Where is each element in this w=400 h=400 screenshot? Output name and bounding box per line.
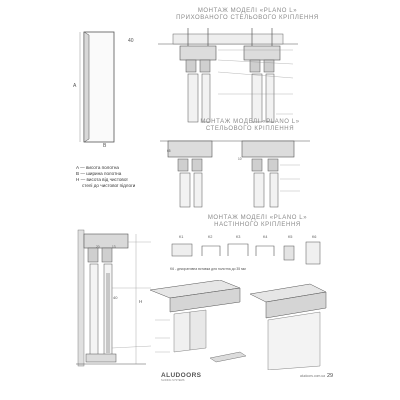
dim-13: 13	[112, 245, 116, 249]
profile-k3: K3	[236, 235, 241, 239]
door-dim-a: A	[73, 83, 77, 89]
profile-k1: K1	[179, 235, 184, 239]
section3-title-line1: МОНТАЖ МОДЕЛІ «PLANO L»	[207, 215, 308, 221]
door-illustration	[76, 30, 120, 145]
ceiling-mount-svg	[160, 135, 340, 210]
section3-title	[185, 215, 330, 229]
legend-h: H — висота від чистової	[76, 177, 128, 182]
legend-h2: стелі до чистової підлоги	[82, 183, 136, 188]
isometric-assembly-svg	[150, 280, 330, 370]
section1-title-line1: МОНТАЖ МОДЕЛІ «PLANO L»	[197, 8, 298, 14]
brand-sub: SLIDING SYSTEMS	[161, 379, 185, 382]
section1-title-line2: ПРИХОВАНОГО СТЕЛЬОВОГО КРІПЛЕННЯ	[176, 15, 319, 21]
section2-title-line2: СТЕЛЬОВОГО КРІПЛЕННЯ	[205, 126, 295, 132]
dim-65: 65	[167, 149, 171, 153]
isometric-assembly	[150, 280, 330, 370]
profile-k5: K5	[288, 235, 293, 239]
section1-drawing	[158, 24, 338, 124]
dim-h: H	[139, 299, 143, 304]
page-number: 29	[326, 373, 334, 379]
section2-title	[180, 119, 320, 133]
door-panel-svg	[76, 30, 120, 145]
profile-k2: K2	[208, 235, 213, 239]
section1-title	[175, 8, 320, 22]
profile-k6: K6	[312, 235, 317, 239]
profile-k4: K4	[263, 235, 268, 239]
section3-title-line2: НАСТІННОГО КРІПЛЕННЯ	[214, 222, 301, 228]
section2-title-line1: МОНТАЖ МОДЕЛІ «PLANO L»	[200, 119, 300, 125]
hidden-ceiling-mount-svg	[158, 24, 338, 124]
section2-drawing	[160, 135, 340, 210]
profiles-note: K6 - декоративна вставка для полотна до 35 мм	[170, 267, 246, 271]
dim-20: 20	[96, 245, 100, 249]
site-url: aludoors.com.ua	[300, 374, 326, 378]
legend-a: A — висота полотна	[76, 165, 119, 170]
dimension-legend	[76, 165, 135, 189]
dim-10: 10	[238, 157, 242, 161]
door-dim-40: 40	[128, 38, 134, 44]
door-dim-b: B	[103, 143, 107, 149]
legend-b: B — ширина полотна	[76, 171, 122, 176]
brand-logo: ALUDOORS	[161, 372, 202, 379]
footer-right	[300, 373, 333, 379]
dim-40: 40	[113, 295, 118, 300]
